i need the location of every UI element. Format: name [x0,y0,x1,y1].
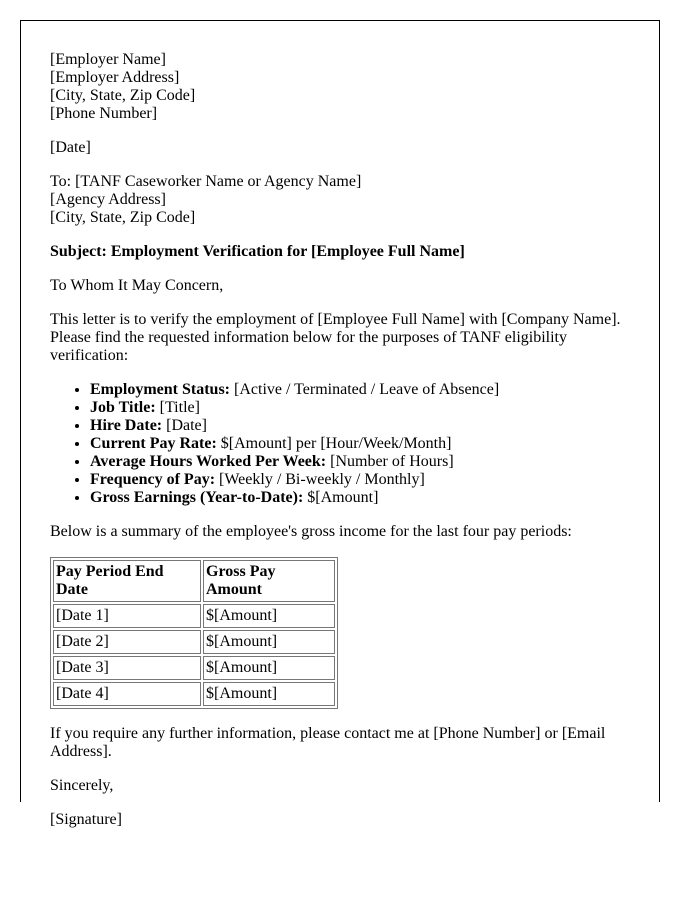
table-row [53,656,335,680]
detail-employment-status [90,381,631,399]
detail-value: $[Amount] [303,489,379,506]
employer-name: [Employer Name] [50,51,166,68]
intro-paragraph: This letter is to verify the employment of [Employee Full Name] with [Company Name]. Please find the requested information below for the purposes of TANF eligibility verification: [50,311,621,364]
detail-value: [Active / Terminated / Leave of Absence] [230,381,500,398]
salutation: To Whom It May Concern, [50,277,224,294]
table-row [53,682,335,706]
signature: [Signature] [50,811,122,828]
detail-current-pay-rate [90,435,631,453]
detail-value: [Weekly / Bi-weekly / Monthly] [215,471,425,488]
detail-value: [Number of Hours] [326,453,454,470]
detail-frequency-of-pay [90,471,631,489]
summary-intro: Below is a summary of the employee's gross income for the last four pay periods: [50,523,572,540]
employment-details-list [50,381,631,507]
employer-phone: [Phone Number] [50,105,158,122]
closing: Sincerely, [50,777,114,794]
contact-paragraph: If you require any further information, please contact me at [Phone Number] or [Email Address]. [50,725,606,760]
pay-periods-table [50,557,338,709]
pay-period-date-cell: [Date 4] [53,682,201,706]
gross-pay-cell: $[Amount] [203,656,335,680]
gross-pay-cell: $[Amount] [203,604,335,628]
detail-label: Hire Date: [90,417,163,434]
detail-label: Job Title: [90,399,156,416]
detail-average-hours [90,453,631,471]
pay-period-date-cell: [Date 2] [53,630,201,654]
recipient-to-line: To: [TANF Caseworker Name or Agency Name] [50,173,362,190]
detail-label: Frequency of Pay: [90,471,216,488]
letter-page [20,20,660,828]
detail-label: Gross Earnings (Year-to-Date): [90,489,304,506]
detail-label: Current Pay Rate: [90,435,217,452]
table-header-row [53,560,335,602]
employer-address: [Employer Address] [50,69,180,86]
subject-line: Subject: Employment Verification for [Employee Full Name] [50,243,465,260]
detail-job-title [90,399,631,417]
pay-period-date-cell: [Date 1] [53,604,201,628]
gross-pay-cell: $[Amount] [203,630,335,654]
recipient-city-state-zip: [City, State, Zip Code] [50,209,196,226]
pay-period-date-cell: [Date 3] [53,656,201,680]
detail-label: Employment Status: [90,381,231,398]
detail-value: [Title] [155,399,200,416]
table-row [53,630,335,654]
employer-block [50,51,631,123]
detail-label: Average Hours Worked Per Week: [90,453,327,470]
employer-city-state-zip: [City, State, Zip Code] [50,87,196,104]
letter-date: [Date] [50,139,91,156]
recipient-address: [Agency Address] [50,191,166,208]
table-row [53,604,335,628]
header-gross-pay-amount: Gross Pay Amount [203,560,335,602]
recipient-block [50,173,631,227]
detail-gross-earnings-ytd [90,489,631,507]
header-pay-period-end-date: Pay Period End Date [53,560,201,602]
detail-value: [Date] [162,417,207,434]
detail-hire-date [90,417,631,435]
gross-pay-cell: $[Amount] [203,682,335,706]
detail-value: $[Amount] per [Hour/Week/Month] [216,435,452,452]
